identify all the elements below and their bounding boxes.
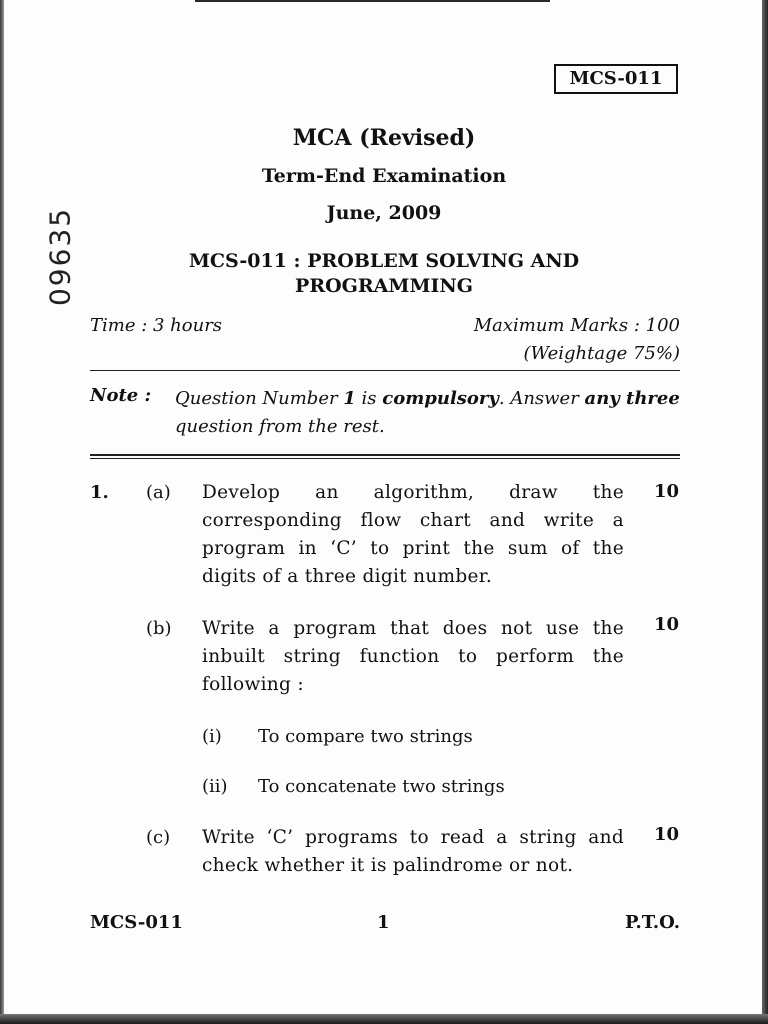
scan-edge-bottom <box>0 1014 768 1024</box>
subquestion-marks-a: 10 <box>654 481 680 502</box>
divider <box>90 370 680 371</box>
note-label: Note : <box>90 385 152 406</box>
course-code-box: MCS-011 <box>554 64 678 94</box>
serial-number: 09635 <box>43 206 77 307</box>
subquestion-text-c: Write ‘C’ programs to read a string and check whether it is palindrome or not. <box>202 827 624 876</box>
footer-pto: P.T.O. <box>624 912 680 933</box>
note-text: Question Number 1 is compulsory. Answer any three question from the rest. <box>175 388 680 437</box>
subquestion-text-b: Write a program that does not use the inbuilt string function to perform the following : <box>202 618 624 695</box>
exam-name: Term-End Examination <box>261 165 507 187</box>
item-text-i: To compare two strings <box>258 726 473 747</box>
page-title: MCA (Revised) <box>292 125 476 151</box>
divider-double-top <box>90 454 680 456</box>
subquestion-label-a: (a) <box>146 482 171 503</box>
weightage: (Weightage 75%) <box>523 343 680 364</box>
scan-edge-right <box>762 0 768 1024</box>
item-text-ii: To concatenate two strings <box>258 776 505 797</box>
page-number: 1 <box>377 912 390 933</box>
course-title-line1: MCS-011 : PROBLEM SOLVING AND <box>188 250 580 272</box>
subquestion-marks-b: 10 <box>654 614 680 635</box>
scan-edge-top <box>195 0 550 2</box>
scan-edge-left <box>0 0 4 1024</box>
subquestion-marks-c: 10 <box>654 824 680 845</box>
time-allowed: Time : 3 hours <box>90 315 223 336</box>
subquestion-label-c: (c) <box>146 827 171 848</box>
item-label-ii: (ii) <box>202 776 228 797</box>
maximum-marks: Maximum Marks : 100 <box>473 315 680 336</box>
course-title-line2: PROGRAMMING <box>295 275 473 297</box>
subquestion-label-b: (b) <box>146 618 172 639</box>
question-number: 1. <box>90 482 109 503</box>
item-label-i: (i) <box>202 726 222 747</box>
subquestion-text-a: Develop an algorithm, draw the corresponding flow chart and write a program in ‘C’ to print the sum of the digits of a three digit number. <box>202 482 624 587</box>
footer-code: MCS-011 <box>90 912 183 933</box>
exam-date: June, 2009 <box>326 202 442 224</box>
divider-double-bottom <box>90 458 680 459</box>
